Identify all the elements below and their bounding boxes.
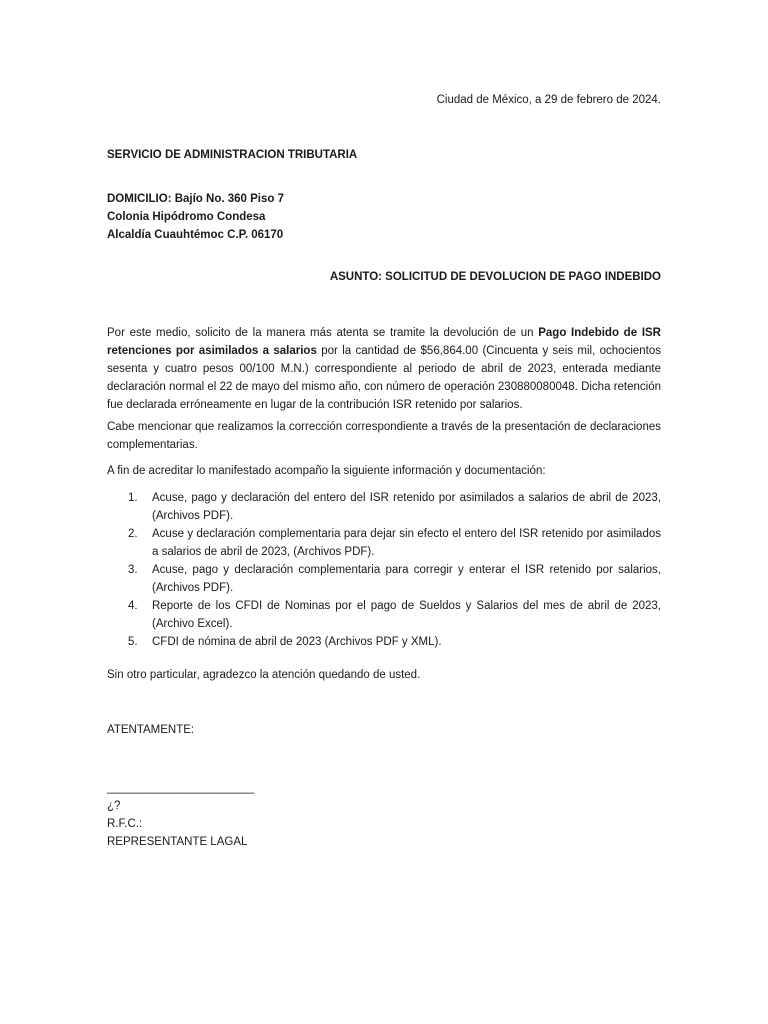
list-item-number: 1.: [128, 492, 138, 504]
list-item: [107, 489, 661, 525]
documents-list: [107, 489, 661, 651]
list-item: [107, 561, 661, 597]
list-item-text: Reporte de los CFDI de Nominas por el pago de Sueldos y Salarios del mes de abril de 2023, (Archivo Excel).: [152, 600, 661, 630]
address-line-1: DOMICILIO: Bajío No. 360 Piso 7: [107, 193, 285, 205]
salutation: ATENTAMENTE:: [107, 724, 195, 736]
paragraph-request-intro: Por este medio, solicito de la manera más atenta se tramite la devolución de un: [107, 327, 539, 339]
paragraph-correction: Cabe mencionar que realizamos la corrección correspondiente a través de la presentación de declaraciones complementarias.: [107, 421, 661, 451]
list-item-text: Acuse y declaración complementaria para dejar sin efecto el entero del ISR retenido por asimilados a salarios de abril de 2023, (Archivos PDF).: [152, 528, 661, 558]
list-item: [107, 525, 661, 561]
paragraph-documents-intro: A fin de acreditar lo manifestado acompaño la siguiente información y documentación:: [107, 465, 546, 477]
list-item-text: Acuse, pago y declaración complementaria para corregir y enterar el ISR retenido por salarios, (Archivos PDF).: [152, 564, 661, 594]
signer-name: ¿?: [107, 800, 121, 812]
address-block: [107, 190, 661, 244]
signature-block: [107, 779, 661, 851]
paragraph-request-rest: por la cantidad de $56,864.00 (Cincuenta y seis mil, ochocientos sesenta y cuatro pesos 00/100 M.N.) correspondiente al periodo de abril de 2023, enterada mediante declaración normal el 22 de mayo del mismo año, con número de operación 230880080048. Dicha retención fue declarada erróneamente en lugar de la contribución ISR retenido por salarios.: [107, 345, 661, 411]
list-item-text: CFDI de nómina de abril de 2023 (Archivos PDF y XML).: [152, 636, 442, 648]
list-item: [107, 633, 661, 651]
recipient: SERVICIO DE ADMINISTRACION TRIBUTARIA: [107, 149, 358, 161]
paragraph-request-bold: Pago Indebido de ISR retenciones por asimilados a salarios: [107, 327, 661, 357]
paragraph-request: [107, 324, 661, 414]
closing-text: Sin otro particular, agradezco la atención quedando de usted.: [107, 669, 421, 681]
address-line-3: Alcaldía Cuauhtémoc C.P. 06170: [107, 229, 284, 241]
list-item-text: Acuse, pago y declaración del entero del ISR retenido por asimilados a salarios de abril de 2023, (Archivos PDF).: [152, 492, 661, 522]
signer-rfc: R.F.C.:: [107, 818, 143, 830]
list-item-number: 4.: [128, 600, 138, 612]
place-date: Ciudad de México, a 29 de febrero de 2024.: [436, 94, 661, 106]
signature-line: _______________________: [107, 782, 255, 794]
list-item-number: 3.: [128, 564, 138, 576]
subject-line: ASUNTO: SOLICITUD DE DEVOLUCION DE PAGO INDEBIDO: [329, 271, 661, 283]
list-item: [107, 597, 661, 633]
signer-role: REPRESENTANTE LAGAL: [107, 836, 248, 848]
list-item-number: 2.: [128, 528, 138, 540]
address-line-2: Colonia Hipódromo Condesa: [107, 211, 266, 223]
list-item-number: 5.: [128, 636, 138, 648]
